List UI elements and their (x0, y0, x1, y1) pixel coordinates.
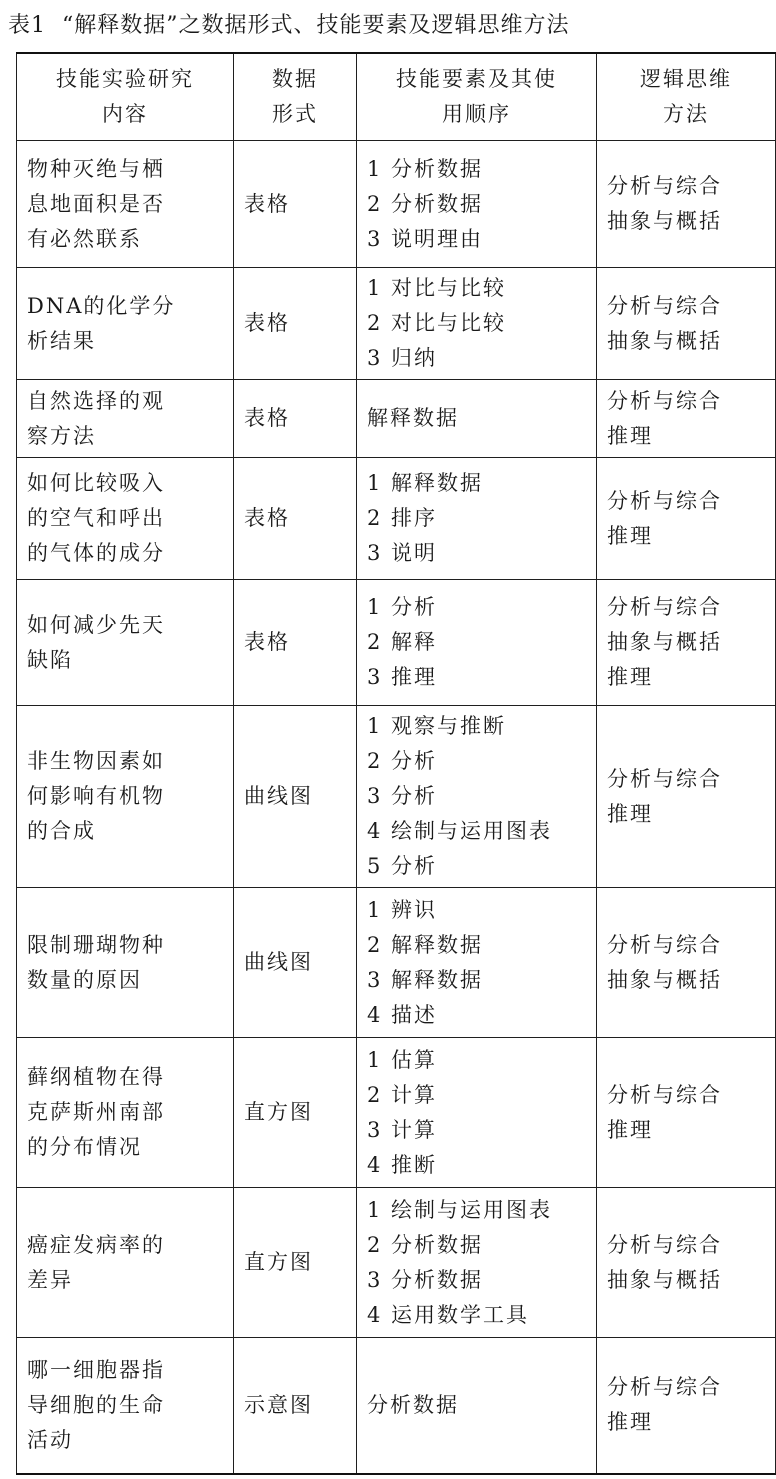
skill-text: 分析 (391, 784, 437, 808)
logic-line: 抽象与概括 (607, 209, 722, 233)
logic-line: 分析与综合 (607, 932, 722, 957)
logic-line: 推理 (607, 665, 653, 689)
data-table (16, 52, 776, 1475)
header-logic-line: 逻辑思维 (640, 67, 732, 91)
skill-text: 说明理由 (391, 226, 483, 251)
skill-number: 2 (367, 630, 383, 654)
skill-item (367, 1043, 586, 1078)
cell-logic (597, 888, 776, 1038)
cell-skills (357, 1188, 597, 1338)
skill-item (367, 779, 586, 814)
skill-item (367, 401, 586, 436)
skill-number: 3 (367, 1117, 383, 1142)
cell-logic (597, 1188, 776, 1338)
cell-skills (357, 268, 597, 380)
skill-text: 对比与比较 (391, 276, 506, 300)
cell-form: 表格 (234, 141, 357, 268)
skill-number: 4 (367, 1152, 383, 1177)
table-row (17, 1038, 776, 1188)
skill-number: 3 (367, 665, 383, 689)
skill-item (367, 1078, 586, 1113)
content-line: 自然选择的观 (27, 388, 165, 413)
cell-skills (357, 580, 597, 706)
skill-item (367, 709, 586, 744)
cell-form: 示意图 (234, 1338, 357, 1474)
content-line: 析结果 (27, 328, 96, 353)
skill-item (367, 1298, 586, 1333)
skill-number: 2 (367, 1232, 383, 1257)
cell-form: 表格 (234, 580, 357, 706)
content-line: 非生物因素如 (27, 749, 165, 773)
cell-skills (357, 888, 597, 1038)
cell-logic (597, 706, 776, 888)
content-line: 的合成 (27, 819, 96, 843)
header-content-line: 内容 (102, 102, 148, 126)
skill-text: 推断 (391, 1152, 437, 1177)
cell-content (17, 458, 234, 580)
content-line: 活动 (27, 1427, 73, 1452)
table-row (17, 706, 776, 888)
skill-item (367, 222, 586, 257)
skill-item (367, 271, 586, 306)
logic-line: 分析与综合 (607, 488, 722, 513)
logic-line: 推理 (607, 523, 653, 548)
logic-line: 推理 (607, 423, 653, 448)
cell-form: 曲线图 (234, 888, 357, 1038)
skill-number: 4 (367, 1002, 383, 1027)
cell-form: 曲线图 (234, 706, 357, 888)
table-row (17, 1188, 776, 1338)
logic-line: 分析与综合 (607, 174, 722, 198)
content-line: 克萨斯州南部 (27, 1100, 165, 1124)
content-line: 物种灭绝与栖 (27, 156, 165, 181)
logic-line: 分析与综合 (607, 388, 722, 413)
cell-content (17, 380, 234, 458)
skill-number: 3 (367, 967, 383, 992)
skill-number: 2 (367, 311, 383, 335)
skill-text: 分析数据 (391, 156, 483, 181)
cell-skills (357, 1038, 597, 1188)
skill-text: 解释数据 (391, 471, 483, 495)
skill-number: 2 (367, 506, 383, 530)
content-line: 癌症发病率的 (27, 1232, 165, 1257)
skill-text: 推理 (391, 665, 437, 689)
skill-item (367, 893, 586, 928)
skill-number: 2 (367, 1082, 383, 1107)
content-line: 限制珊瑚物种 (27, 932, 165, 957)
header-skills-line: 技能要素及其使 (396, 67, 557, 91)
logic-line: 抽象与概括 (607, 967, 722, 992)
table-body (17, 141, 776, 1474)
skill-text: 解释数据 (367, 406, 459, 430)
skill-number: 2 (367, 932, 383, 957)
header-form (234, 53, 357, 141)
header-skills (357, 53, 597, 141)
skill-text: 分析 (391, 595, 437, 619)
skill-number: 1 (367, 714, 383, 738)
header-content (17, 53, 234, 141)
cell-skills (357, 1338, 597, 1474)
skill-number: 1 (367, 276, 383, 300)
cell-logic (597, 380, 776, 458)
skill-text: 归纳 (391, 346, 437, 370)
content-line: 有必然联系 (27, 226, 142, 251)
cell-logic (597, 1038, 776, 1188)
cell-form: 表格 (234, 380, 357, 458)
header-form-line: 数据 (272, 67, 318, 91)
logic-line: 分析与综合 (607, 766, 722, 791)
content-line: 差异 (27, 1267, 73, 1292)
skill-text: 观察与推断 (391, 714, 506, 738)
header-form-line: 形式 (272, 102, 318, 126)
skill-item (367, 963, 586, 998)
skill-text: 计算 (391, 1117, 437, 1142)
skill-text: 说明 (391, 541, 437, 565)
skill-item (367, 1148, 586, 1183)
logic-line: 分析与综合 (607, 1082, 722, 1107)
cell-content (17, 141, 234, 268)
skill-item (367, 187, 586, 222)
content-line: 如何比较吸入 (27, 471, 165, 495)
skill-item (367, 466, 586, 501)
logic-line: 抽象与概括 (607, 328, 722, 353)
skill-number: 4 (367, 819, 383, 843)
cell-skills (357, 706, 597, 888)
skill-number: 3 (367, 784, 383, 808)
skill-item (367, 590, 586, 625)
skill-item (367, 536, 586, 571)
table-caption (8, 8, 692, 44)
skill-text: 分析数据 (391, 1267, 483, 1292)
cell-skills (357, 380, 597, 458)
cell-form: 表格 (234, 268, 357, 380)
logic-line: 分析与综合 (607, 293, 722, 318)
skill-item (367, 341, 586, 376)
header-logic (597, 53, 776, 141)
skill-text: 绘制与运用图表 (391, 1197, 552, 1222)
content-line: DNA的化学分 (27, 293, 176, 318)
skill-text: 解释数据 (391, 932, 483, 957)
skill-item (367, 1263, 586, 1298)
skill-text: 分析数据 (391, 191, 483, 216)
skill-number: 4 (367, 1302, 383, 1327)
table-header-row (17, 53, 776, 141)
logic-line: 推理 (607, 1117, 653, 1142)
table-row (17, 268, 776, 380)
logic-line: 抽象与概括 (607, 630, 722, 654)
header-content-line: 技能实验研究 (56, 67, 194, 91)
skill-item (367, 1388, 586, 1423)
cell-content (17, 580, 234, 706)
logic-line: 推理 (607, 801, 653, 826)
content-line: 的分布情况 (27, 1135, 142, 1159)
skill-item (367, 1193, 586, 1228)
logic-line: 分析与综合 (607, 595, 722, 619)
skill-text: 对比与比较 (391, 311, 506, 335)
cell-form: 直方图 (234, 1038, 357, 1188)
cell-form: 表格 (234, 458, 357, 580)
skill-number: 1 (367, 1197, 383, 1222)
cell-logic (597, 268, 776, 380)
skill-number: 1 (367, 471, 383, 495)
table-row (17, 458, 776, 580)
skill-number: 2 (367, 749, 383, 773)
skill-text: 描述 (391, 1002, 437, 1027)
content-line: 的气体的成分 (27, 541, 165, 565)
skill-item (367, 306, 586, 341)
skill-item (367, 625, 586, 660)
cell-content (17, 888, 234, 1038)
table-row (17, 380, 776, 458)
skill-number: 3 (367, 226, 383, 251)
skill-item (367, 1228, 586, 1263)
skill-number: 2 (367, 191, 383, 216)
content-line: 哪一细胞器指 (27, 1357, 165, 1382)
cell-logic (597, 580, 776, 706)
skill-item (367, 1113, 586, 1148)
skill-item (367, 152, 586, 187)
skill-text: 排序 (391, 506, 437, 530)
content-line: 如何减少先天 (27, 612, 165, 637)
table-number: 表1 (8, 13, 46, 38)
content-line: 察方法 (27, 423, 96, 448)
skill-text: 解释 (391, 630, 437, 654)
cell-content (17, 1038, 234, 1188)
skill-number: 3 (367, 541, 383, 565)
content-line: 数量的原因 (27, 967, 142, 992)
skill-number: 1 (367, 1047, 383, 1072)
header-skills-line: 用顺序 (442, 102, 511, 126)
cell-skills (357, 141, 597, 268)
skill-text: 分析数据 (391, 1232, 483, 1257)
skill-number: 1 (367, 897, 383, 922)
cell-logic (597, 458, 776, 580)
skill-text: 辨识 (391, 897, 437, 922)
cell-content (17, 1338, 234, 1474)
logic-line: 分析与综合 (607, 1232, 722, 1257)
skill-item (367, 744, 586, 779)
cell-content (17, 268, 234, 380)
skill-text: 运用数学工具 (391, 1302, 529, 1327)
cell-logic (597, 141, 776, 268)
skill-number: 3 (367, 346, 383, 370)
skill-text: 估算 (391, 1047, 437, 1072)
skill-number: 5 (367, 854, 383, 878)
logic-line: 抽象与概括 (607, 1267, 722, 1292)
table-row (17, 888, 776, 1038)
skill-text: 解释数据 (391, 967, 483, 992)
skill-text: 分析数据 (367, 1392, 459, 1417)
cell-content (17, 706, 234, 888)
skill-number: 1 (367, 156, 383, 181)
content-line: 何影响有机物 (27, 784, 165, 808)
skill-item (367, 928, 586, 963)
content-line: 缺陷 (27, 647, 73, 672)
logic-line: 推理 (607, 1410, 653, 1435)
cell-form: 直方图 (234, 1188, 357, 1338)
content-line: 导细胞的生命 (27, 1392, 165, 1417)
skill-item (367, 849, 586, 884)
skill-text: 分析 (391, 854, 437, 878)
table-row (17, 580, 776, 706)
content-line: 的空气和呼出 (27, 506, 165, 530)
cell-skills (357, 458, 597, 580)
skill-item (367, 814, 586, 849)
skill-text: 分析 (391, 749, 437, 773)
content-line: 息地面积是否 (27, 191, 165, 216)
cell-content (17, 1188, 234, 1338)
skill-number: 3 (367, 1267, 383, 1292)
cell-logic (597, 1338, 776, 1474)
logic-line: 分析与综合 (607, 1375, 722, 1400)
skill-text: 绘制与运用图表 (391, 819, 552, 843)
skill-item (367, 998, 586, 1033)
header-logic-line: 方法 (663, 102, 709, 126)
table-row (17, 141, 776, 268)
skill-item (367, 501, 586, 536)
table-title: “解释数据”之数据形式、技能要素及逻辑思维方法 (62, 13, 570, 38)
skill-number: 1 (367, 595, 383, 619)
skill-item (367, 660, 586, 695)
table-row (17, 1338, 776, 1474)
skill-text: 计算 (391, 1082, 437, 1107)
content-line: 藓纲植物在得 (27, 1065, 165, 1089)
